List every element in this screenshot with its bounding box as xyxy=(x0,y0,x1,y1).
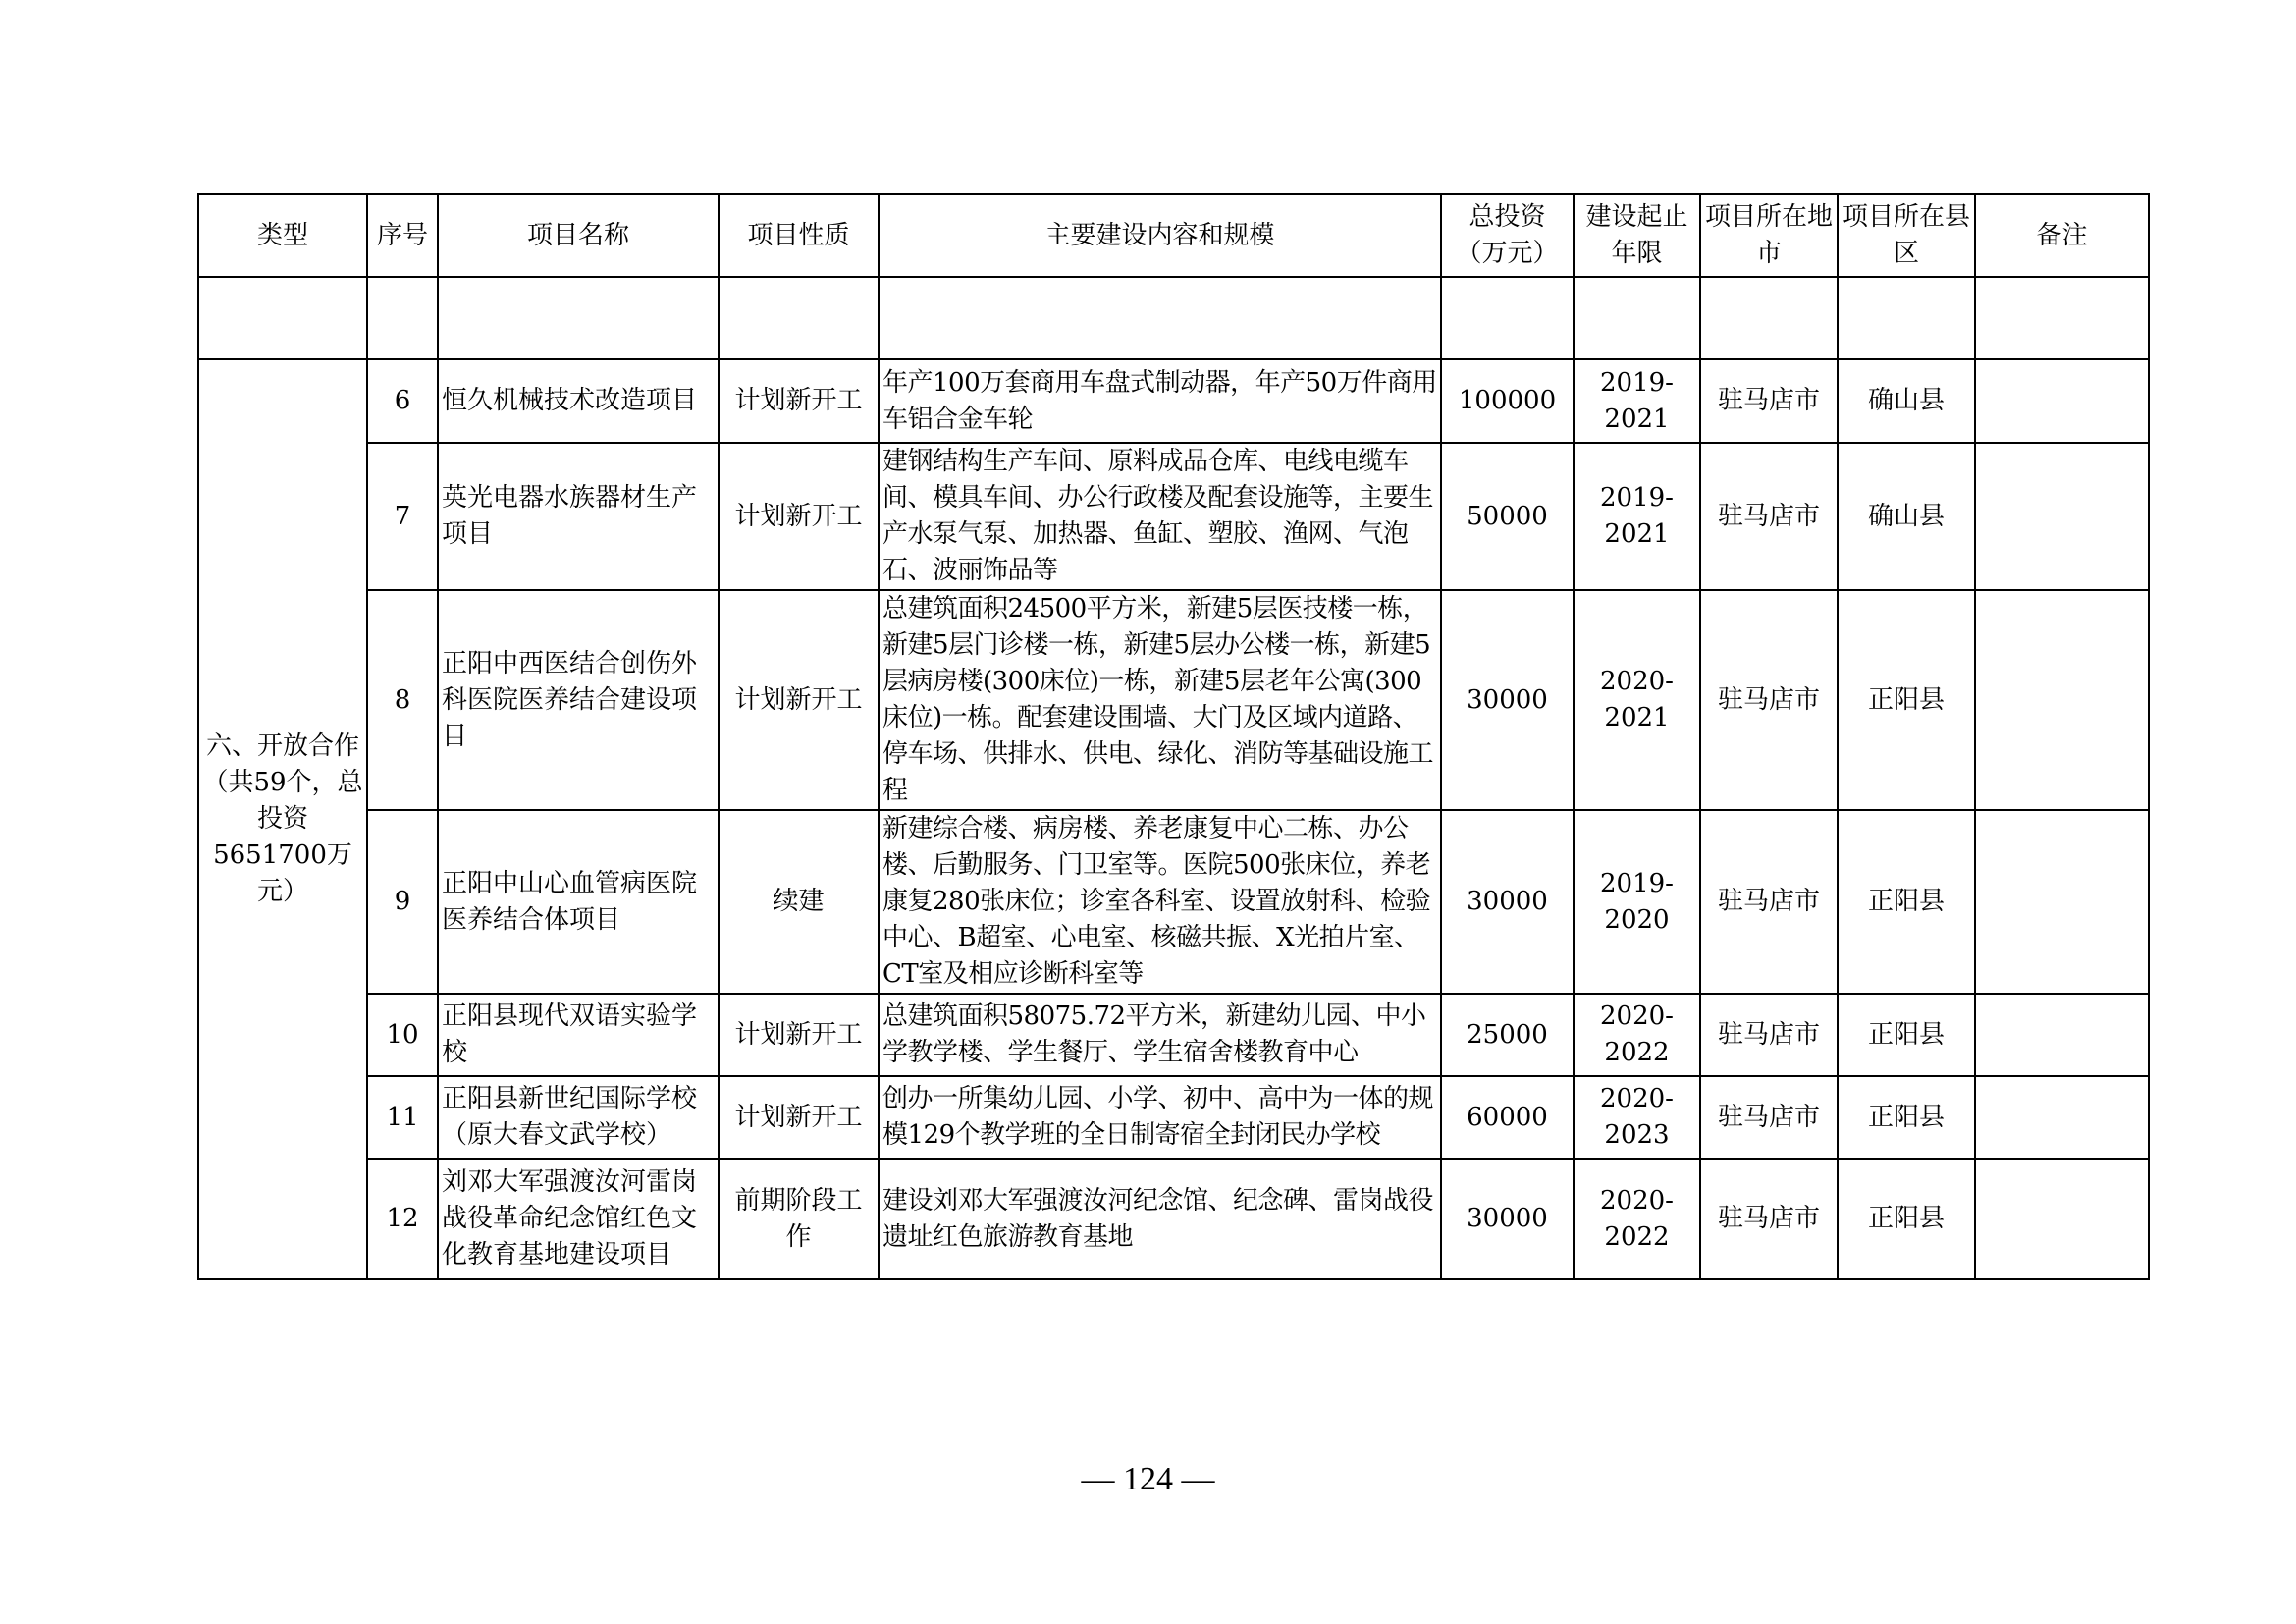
row-nature: 计划新开工 xyxy=(719,994,879,1076)
row-remark xyxy=(1975,994,2149,1076)
row-period: 2019-2021 xyxy=(1574,443,1700,590)
empty-cell xyxy=(198,277,367,359)
row-city: 驻马店市 xyxy=(1700,1159,1838,1279)
row-county: 确山县 xyxy=(1838,359,1975,443)
row-no: 8 xyxy=(367,590,438,810)
table-row xyxy=(198,1159,2149,1279)
row-nature: 计划新开工 xyxy=(719,359,879,443)
table-row xyxy=(198,443,2149,590)
row-county: 正阳县 xyxy=(1838,1159,1975,1279)
category-cell: 六、开放合作（共59个，总投资5651700万元） xyxy=(198,359,367,1279)
empty-cell xyxy=(1700,277,1838,359)
empty-cell xyxy=(879,277,1441,359)
row-county: 确山县 xyxy=(1838,443,1975,590)
row-city: 驻马店市 xyxy=(1700,1076,1838,1159)
row-investment: 50000 xyxy=(1441,443,1574,590)
row-content: 总建筑面积58075.72平方米，新建幼儿园、中小学教学楼、学生餐厅、学生宿舍楼教育中心 xyxy=(879,994,1441,1076)
table-row xyxy=(198,359,2149,443)
row-investment: 25000 xyxy=(1441,994,1574,1076)
row-nature: 前期阶段工作 xyxy=(719,1159,879,1279)
header-county: 项目所在县区 xyxy=(1838,194,1975,277)
header-remark: 备注 xyxy=(1975,194,2149,277)
header-no: 序号 xyxy=(367,194,438,277)
header-city: 项目所在地市 xyxy=(1700,194,1838,277)
page-number: — 124 — xyxy=(1081,1461,1215,1497)
row-county: 正阳县 xyxy=(1838,994,1975,1076)
row-city: 驻马店市 xyxy=(1700,994,1838,1076)
row-no: 9 xyxy=(367,810,438,994)
header-period: 建设起止年限 xyxy=(1574,194,1700,277)
row-remark xyxy=(1975,359,2149,443)
row-county: 正阳县 xyxy=(1838,590,1975,810)
project-table xyxy=(197,193,2150,1280)
row-content: 年产100万套商用车盘式制动器，年产50万件商用车铝合金车轮 xyxy=(879,359,1441,443)
header-row xyxy=(198,194,2149,277)
row-city: 驻马店市 xyxy=(1700,359,1838,443)
header-nature: 项目性质 xyxy=(719,194,879,277)
row-period: 2020-2023 xyxy=(1574,1076,1700,1159)
row-content: 总建筑面积24500平方米，新建5层医技楼一栋，新建5层门诊楼一栋，新建5层办公楼一栋，新建5层病房楼(300床位)一栋，新建5层老年公寓(300床位)一栋。配套建设围墙、大门及区域内道路、停车场、供排水、供电、绿化、消防等基础设施工程 xyxy=(879,590,1441,810)
row-name: 正阳中西医结合创伤外科医院医养结合建设项目 xyxy=(438,590,719,810)
row-name: 正阳中山心血管病医院医养结合体项目 xyxy=(438,810,719,994)
row-county: 正阳县 xyxy=(1838,810,1975,994)
table-row xyxy=(198,810,2149,994)
row-period: 2019-2021 xyxy=(1574,359,1700,443)
header-type: 类型 xyxy=(198,194,367,277)
row-investment: 30000 xyxy=(1441,1159,1574,1279)
empty-cell xyxy=(1574,277,1700,359)
row-investment: 60000 xyxy=(1441,1076,1574,1159)
row-name: 正阳县新世纪国际学校（原大春文武学校） xyxy=(438,1076,719,1159)
row-period: 2020-2022 xyxy=(1574,1159,1700,1279)
header-investment: 总投资（万元） xyxy=(1441,194,1574,277)
row-city: 驻马店市 xyxy=(1700,810,1838,994)
row-remark xyxy=(1975,1159,2149,1279)
table-row xyxy=(198,1076,2149,1159)
row-content: 建设刘邓大军强渡汝河纪念馆、纪念碑、雷岗战役遗址红色旅游教育基地 xyxy=(879,1159,1441,1279)
row-content: 创办一所集幼儿园、小学、初中、高中为一体的规模129个教学班的全日制寄宿全封闭民办学校 xyxy=(879,1076,1441,1159)
row-no: 7 xyxy=(367,443,438,590)
row-period: 2020-2022 xyxy=(1574,994,1700,1076)
row-period: 2019-2020 xyxy=(1574,810,1700,994)
empty-cell xyxy=(367,277,438,359)
header-content: 主要建设内容和规模 xyxy=(879,194,1441,277)
row-name: 英光电器水族器材生产项目 xyxy=(438,443,719,590)
row-nature: 计划新开工 xyxy=(719,590,879,810)
row-remark xyxy=(1975,810,2149,994)
row-county: 正阳县 xyxy=(1838,1076,1975,1159)
empty-row xyxy=(198,277,2149,359)
row-no: 11 xyxy=(367,1076,438,1159)
empty-cell xyxy=(1975,277,2149,359)
row-city: 驻马店市 xyxy=(1700,443,1838,590)
empty-cell xyxy=(1441,277,1574,359)
row-no: 10 xyxy=(367,994,438,1076)
table-row xyxy=(198,590,2149,810)
row-name: 正阳县现代双语实验学校 xyxy=(438,994,719,1076)
header-name: 项目名称 xyxy=(438,194,719,277)
row-investment: 30000 xyxy=(1441,590,1574,810)
row-content: 新建综合楼、病房楼、养老康复中心二栋、办公楼、后勤服务、门卫室等。医院500张床位，养老康复280张床位；诊室各科室、设置放射科、检验中心、B超室、心电室、核磁共振、X光拍片室、CT室及相应诊断科室等 xyxy=(879,810,1441,994)
empty-cell xyxy=(719,277,879,359)
table-row xyxy=(198,994,2149,1076)
row-period: 2020-2021 xyxy=(1574,590,1700,810)
empty-cell xyxy=(1838,277,1975,359)
row-nature: 续建 xyxy=(719,810,879,994)
row-investment: 100000 xyxy=(1441,359,1574,443)
row-no: 12 xyxy=(367,1159,438,1279)
empty-cell xyxy=(438,277,719,359)
row-remark xyxy=(1975,443,2149,590)
row-name: 恒久机械技术改造项目 xyxy=(438,359,719,443)
row-nature: 计划新开工 xyxy=(719,1076,879,1159)
row-remark xyxy=(1975,590,2149,810)
row-city: 驻马店市 xyxy=(1700,590,1838,810)
row-no: 6 xyxy=(367,359,438,443)
row-name: 刘邓大军强渡汝河雷岗战役革命纪念馆红色文化教育基地建设项目 xyxy=(438,1159,719,1279)
row-content: 建钢结构生产车间、原料成品仓库、电线电缆车间、模具车间、办公行政楼及配套设施等，主要生产水泵气泵、加热器、鱼缸、塑胶、渔网、气泡石、波丽饰品等 xyxy=(879,443,1441,590)
row-investment: 30000 xyxy=(1441,810,1574,994)
row-remark xyxy=(1975,1076,2149,1159)
row-nature: 计划新开工 xyxy=(719,443,879,590)
